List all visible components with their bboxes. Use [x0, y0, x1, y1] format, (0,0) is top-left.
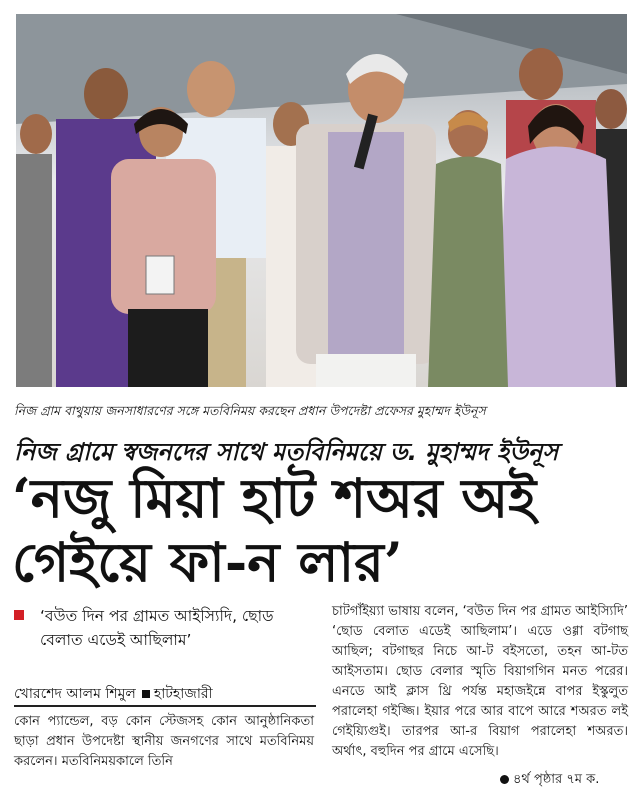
byline [14, 682, 314, 706]
headline-line-1: ‘নজু মিয়া হাট শঅর অই [12, 466, 537, 530]
headline-line-2: গেইয়ে ফা-ন লার’ [12, 530, 403, 594]
reporter-name: খোরশেদ আলম শিমুল [14, 686, 136, 702]
red-bullet-icon [14, 610, 24, 620]
dateline-location: হাটহাজারী [153, 686, 213, 702]
subheading [14, 604, 314, 652]
crowd-photo-illustration [16, 14, 627, 387]
continuation-note [500, 770, 599, 791]
photo-caption: নিজ গ্রাম বাথুয়ায় জনসাধারণের সঙ্গে মতবিনিময় করছেন প্রধান উপদেষ্টা প্রফেসর মুহাম্মদ ইউনূস [14, 403, 486, 418]
divider-rule [14, 705, 316, 707]
subheading-text: ‘বউত দিন পর গ্রামত আইস্যিদি, ছোড বেলাত এডেই আছিলাম’ [40, 607, 274, 649]
news-photo [16, 14, 627, 387]
body-column-1: কোন প্যান্ডেল, বড় কোন স্টেজসহ কোন আনুষ্ঠানিকতা ছাড়া প্রধান উপদেষ্টা স্থানীয় জনগণের সাথে মতবিনিময় করলেন। মতবিনিময়কালে তিনি [14, 714, 314, 769]
main-headline [12, 466, 627, 594]
continuation-text: ৪র্থ পৃষ্ঠার ৭ম ক. [513, 772, 600, 787]
square-bullet-icon [142, 690, 150, 698]
body-column-2: চাটগাঁইয়্যা ভাষায় বলেন, ‘বউত দিন পর গ্রামত আইস্যিদি’ ‘ছোড বেলাত এডেই আছিলাম’। এডে ওগ্গা বটগাছ আছিল; বটগাছর নিচে আ-ট বইসতো, তহন আ-টত আইসতাম। ছোড বেলার স্মৃতি বিয়াগগিন মনত পরের। এনডে আই ক্লাস থ্রি পর্যন্ত মহাজইন্নে বাপর ইস্কুলুত পরালেহা গইজ্জি। ইয়ার পরে আর বাপে আরে শঅরত লই গেইয়্যিগুই। তারপর আ-র বিয়াগ পরালেহা শঅরত। অর্থাৎ, বহুদিন পর গ্রামে এসেছি। [332, 604, 628, 759]
kicker-headline: নিজ গ্রামে স্বজনদের সাথে মতবিনিময়ে ড. মুহাম্মদ ইউনূস [14, 438, 559, 466]
bullet-dot-icon [500, 775, 509, 784]
